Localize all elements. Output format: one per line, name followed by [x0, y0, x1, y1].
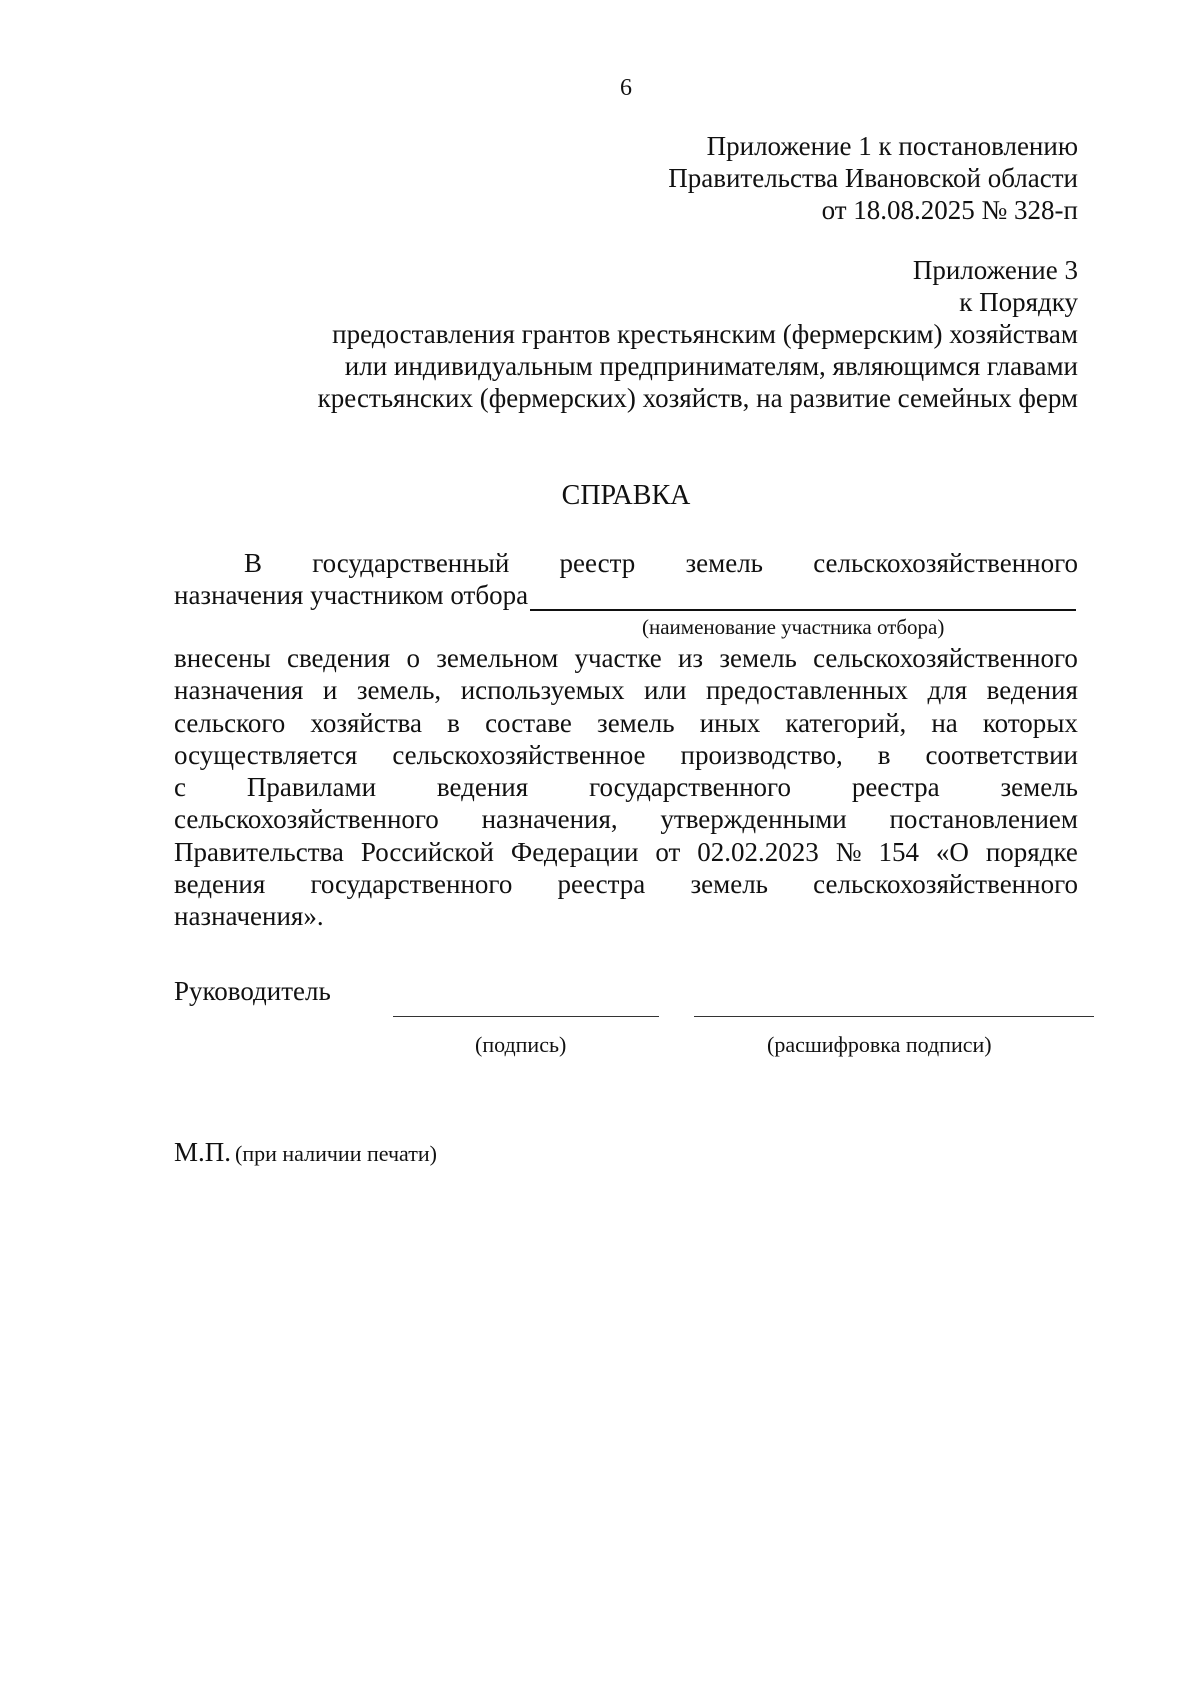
word: утвержденными: [660, 804, 847, 835]
appendix-1-line: Приложение 1 к постановлению: [706, 131, 1078, 161]
word: в: [447, 707, 460, 738]
paragraph-line: [174, 771, 1078, 803]
word: внесены: [174, 643, 271, 673]
word: «О: [935, 836, 969, 867]
word: земель: [719, 643, 797, 673]
appendix-3-line: к Порядку: [959, 287, 1078, 317]
appendix-1-header: [668, 130, 1078, 226]
word: государственный: [312, 548, 510, 578]
word: и: [322, 675, 338, 706]
word: 154: [878, 836, 919, 867]
word: назначения,: [481, 804, 618, 835]
word: или: [644, 675, 687, 706]
paragraph-line: [174, 707, 1078, 739]
word: Правительства: [174, 836, 344, 867]
paragraph-line: [174, 803, 1078, 835]
word: порядке: [985, 836, 1078, 867]
word: ведения: [174, 869, 266, 900]
word: сельскохозяйственного: [813, 548, 1078, 578]
word: постановлением: [889, 804, 1078, 835]
word: сельского: [174, 707, 286, 738]
word: в: [877, 739, 891, 770]
paragraph-last-line: назначения».: [174, 901, 324, 932]
word: категорий,: [785, 707, 907, 738]
appendix-3-header: [318, 254, 1078, 414]
main-paragraph: [174, 642, 1078, 933]
paragraph-line: [174, 642, 1078, 674]
word: из: [677, 643, 704, 673]
word: государственного: [310, 869, 513, 900]
word: земель: [685, 548, 763, 578]
word: осуществляется: [174, 739, 358, 770]
word: сведения: [286, 643, 391, 673]
word: предоставленных: [705, 675, 908, 706]
participant-caption: (наименование участника отбора): [642, 615, 945, 639]
paragraph-line: [174, 836, 1078, 868]
word: 02.02.2023: [697, 836, 819, 867]
paragraph-line: [174, 674, 1078, 706]
appendix-1-line: от 18.08.2025 № 328-п: [821, 195, 1078, 225]
word: ведения: [436, 772, 529, 803]
decryption-caption: (расшифровка подписи): [767, 1032, 992, 1057]
appendix-3-line: или индивидуальным предпринимателям, являющимся главами: [344, 351, 1078, 381]
word: от: [655, 836, 681, 867]
word: о: [406, 643, 420, 673]
word: которых: [982, 707, 1078, 738]
paragraph-line: [174, 739, 1078, 771]
participant-field-line: [174, 579, 1078, 611]
word: реестр: [559, 548, 636, 578]
stamp-note: (при наличии печати): [235, 1141, 437, 1166]
document-title: СПРАВКА: [561, 480, 691, 511]
word: соответствии: [925, 739, 1078, 770]
word: реестра: [851, 772, 940, 803]
word: земель: [1000, 772, 1078, 803]
word: Российской: [360, 836, 494, 867]
participant-blank-field[interactable]: [530, 583, 1076, 611]
page-number: 6: [620, 75, 632, 101]
word: государственного: [589, 772, 791, 803]
word: иных: [699, 707, 761, 738]
appendix-3-line: Приложение 3: [912, 255, 1078, 285]
word: земель,: [356, 675, 442, 706]
word: реестра: [557, 869, 646, 900]
appendix-3-line: предоставления грантов крестьянским (фермерским) хозяйствам: [332, 319, 1078, 349]
stamp-label: М.П.: [174, 1137, 232, 1167]
word: ведения: [986, 675, 1078, 706]
word: производство,: [680, 739, 843, 770]
word: составе: [485, 707, 572, 738]
word: назначения: [174, 675, 304, 706]
signature-line[interactable]: [393, 1016, 659, 1017]
participant-label: назначения участником отбора: [174, 580, 529, 610]
word: для: [927, 675, 968, 706]
word: участке: [574, 643, 662, 673]
word: земель: [690, 869, 768, 900]
word: сельскохозяйственного: [174, 804, 439, 835]
appendix-1-line: Правительства Ивановской области: [668, 163, 1078, 193]
intro-first-line: [174, 547, 1078, 579]
appendix-3-line: крестьянских (фермерских) хозяйств, на развитие семейных ферм: [317, 383, 1078, 413]
signature-caption: (подпись): [475, 1032, 567, 1057]
word: с: [174, 772, 186, 803]
word: на: [931, 707, 958, 738]
word: сельскохозяйственного: [813, 869, 1078, 900]
word: В: [244, 548, 263, 578]
word: №: [835, 836, 862, 867]
signature-decryption-line[interactable]: [694, 1016, 1094, 1017]
word: используемых: [460, 675, 625, 706]
word: Федерации: [510, 836, 639, 867]
head-label: Руководитель: [174, 976, 331, 1006]
word: хозяйства: [310, 707, 423, 738]
stamp-place: [174, 1136, 437, 1170]
word: сельскохозяйственного: [813, 643, 1078, 673]
word: сельскохозяйственное: [392, 739, 646, 770]
paragraph-line: [174, 868, 1078, 900]
word: Правилами: [246, 772, 377, 803]
word: земель: [597, 707, 675, 738]
word: земельном: [436, 643, 559, 673]
